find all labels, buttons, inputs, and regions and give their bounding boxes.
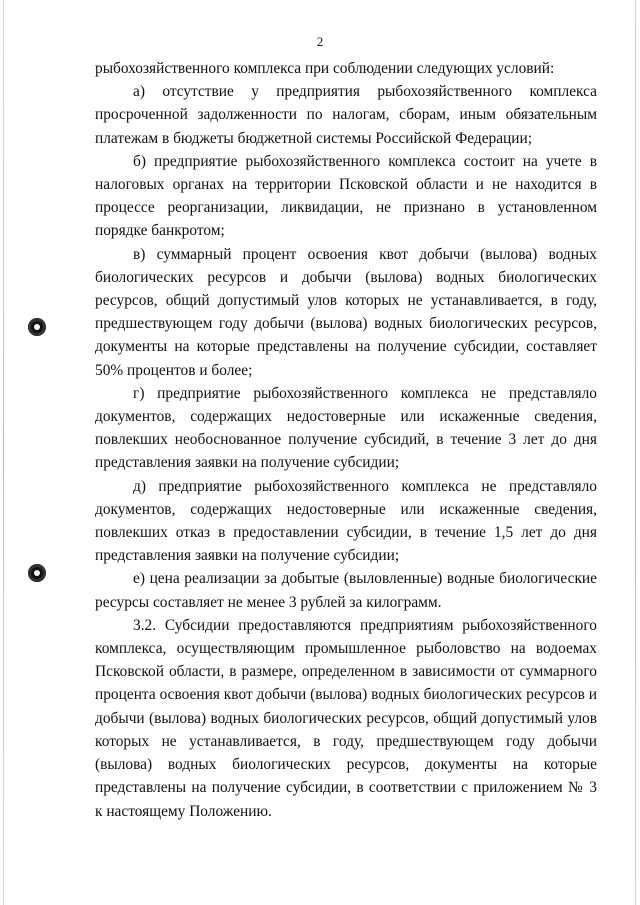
paragraph-section-3-2-end: к настоящему Положению.	[95, 802, 272, 820]
document-body	[95, 57, 597, 823]
page-right-edge	[635, 0, 636, 905]
paragraph-condition-v: в) суммарный процент освоения квот добычи (вылова) водных биологических ресурсов и добычи (вылова) водных биологических ресурсов, общий допустимый улов которых не устанавливается, в году, предшествующем году добычи (вылова) водных биологических ресурсов, документы на которые представлены на получение субсидии, составляет 50% процентов и более;	[95, 245, 597, 379]
paragraph-condition-g: г) предприятие рыбохозяйственного комплекса не представляло документов, содержащих недостоверные или искаженные сведения, повлекших необоснованное получение субсидий, в течение 3 лет до дня представления заявки на получение субсидии;	[95, 384, 597, 472]
paragraph-section-3-2: 3.2. Субсидии предоставляются предприятиям рыбохозяйственного комплекса, осуществляющим промышленное рыболовство на водоемах Псковской области, в размере, определенном в зависимости от суммарного процента освоения квот добычи (вылова) водных биологических ресурсов и добычи (вылова) водных биологических ресурсов, общий допустимый улов которых не устанавливается, в году, предшествующем году добычи (вылова) водных биологических ресурсов, документы на которые представлены на получение субсидии, в соответствии с приложением № 3	[95, 616, 597, 797]
binder-hole	[28, 318, 46, 336]
paragraph-intro: рыбохозяйственного комплекса при соблюдении следующих условий:	[95, 60, 555, 77]
paragraph-condition-d: д) предприятие рыбохозяйственного комплекса не представляло документов, содержащих недостоверные или искаженные сведения, повлекших отказ в предоставлении субсидии, в течение 1,5 лет до дня представления заявки на получение субсидии;	[95, 477, 597, 565]
paragraph-condition-b: б) предприятие рыбохозяйственного комплекса состоит на учете в налоговых органах на территории Псковской области и не находится в процессе реорганизации, ликвидации, не признано в установленном порядке банкротом;	[95, 152, 597, 240]
paragraph-condition-e: е) цена реализации за добытые (выловленные) водные биологические ресурсы составляет не менее 3 рублей за килограмм.	[95, 570, 597, 611]
page-left-edge	[3, 0, 4, 905]
paragraph-condition-a: а) отсутствие у предприятия рыбохозяйственного комплекса просроченной задолженности по налогам, сборам, иным обязательным платежам в бюджеты бюджетной системы Российской Федерации;	[95, 83, 597, 147]
binder-hole	[28, 564, 46, 582]
page-number: 2	[316, 34, 324, 49]
